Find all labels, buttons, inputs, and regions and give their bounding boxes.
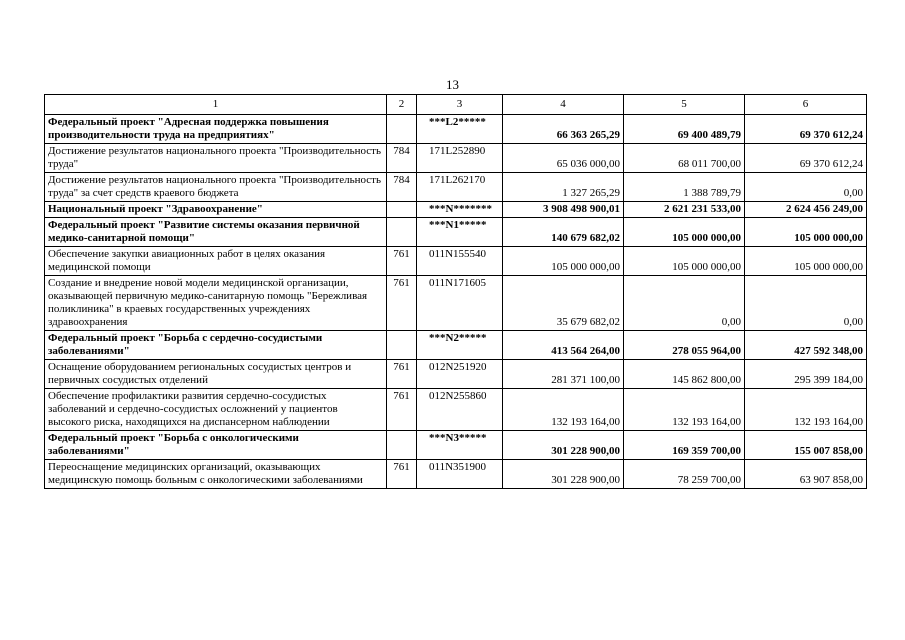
row-name: Оснащение оборудованием региональных сосудистых центров и первичных сосудистых отделений: [45, 360, 387, 389]
table-row: [45, 389, 867, 431]
column-header: 2: [387, 95, 417, 115]
row-value-5: 145 862 800,00: [624, 360, 745, 389]
row-value-5: 132 193 164,00: [624, 389, 745, 431]
table-row: [45, 115, 867, 144]
row-name: Федеральный проект "Адресная поддержка повышения производительности труда на предприятиях": [45, 115, 387, 144]
row-code: 761: [387, 276, 417, 331]
row-value-6: 69 370 612,24: [745, 115, 867, 144]
row-csr: ***N3*****: [417, 431, 503, 460]
row-csr: 011N171605: [417, 276, 503, 331]
row-name: Достижение результатов национального проекта "Производительность труда" за счет средств краевого бюджета: [45, 173, 387, 202]
row-value-6: 63 907 858,00: [745, 460, 867, 489]
row-code: [387, 431, 417, 460]
row-csr: 011N155540: [417, 247, 503, 276]
row-csr: ***N1*****: [417, 218, 503, 247]
row-csr: ***N*******: [417, 202, 503, 218]
column-header: 3: [417, 95, 503, 115]
row-csr: ***L2*****: [417, 115, 503, 144]
table-row: [45, 173, 867, 202]
row-value-5: 0,00: [624, 276, 745, 331]
row-name: Достижение результатов национального проекта "Производительность труда": [45, 144, 387, 173]
row-name: Национальный проект "Здравоохранение": [45, 202, 387, 218]
table-row: [45, 202, 867, 218]
row-csr: 171L252890: [417, 144, 503, 173]
row-value-6: 2 624 456 249,00: [745, 202, 867, 218]
row-code: [387, 218, 417, 247]
table-row: [45, 460, 867, 489]
row-name: Обеспечение закупки авиационных работ в целях оказания медицинской помощи: [45, 247, 387, 276]
row-code: 761: [387, 389, 417, 431]
table-row: [45, 276, 867, 331]
row-value-6: 155 007 858,00: [745, 431, 867, 460]
row-value-4: 1 327 265,29: [503, 173, 624, 202]
row-name: Федеральный проект "Борьба с онкологическими заболеваниями": [45, 431, 387, 460]
row-value-5: 105 000 000,00: [624, 247, 745, 276]
row-name: Переоснащение медицинских организаций, оказывающих медицинскую помощь больным с онкологическими заболеваниями: [45, 460, 387, 489]
row-value-4: 281 371 100,00: [503, 360, 624, 389]
row-value-4: 132 193 164,00: [503, 389, 624, 431]
row-value-4: 3 908 498 900,01: [503, 202, 624, 218]
table-row: [45, 431, 867, 460]
row-csr: 011N351900: [417, 460, 503, 489]
row-value-6: 0,00: [745, 173, 867, 202]
row-code: 761: [387, 460, 417, 489]
row-value-5: 2 621 231 533,00: [624, 202, 745, 218]
column-header: 5: [624, 95, 745, 115]
table-row: [45, 360, 867, 389]
table-row: [45, 144, 867, 173]
page-number: 13: [446, 77, 459, 92]
row-value-5: 169 359 700,00: [624, 431, 745, 460]
table-row: [45, 331, 867, 360]
row-csr: ***N2*****: [417, 331, 503, 360]
row-value-4: 65 036 000,00: [503, 144, 624, 173]
row-value-4: 105 000 000,00: [503, 247, 624, 276]
row-value-5: 78 259 700,00: [624, 460, 745, 489]
row-code: [387, 202, 417, 218]
row-value-5: 105 000 000,00: [624, 218, 745, 247]
row-value-6: 105 000 000,00: [745, 218, 867, 247]
row-code: 784: [387, 173, 417, 202]
budget-table: [44, 94, 867, 489]
row-code: 784: [387, 144, 417, 173]
row-value-6: 132 193 164,00: [745, 389, 867, 431]
row-value-6: 69 370 612,24: [745, 144, 867, 173]
row-csr: 171L262170: [417, 173, 503, 202]
row-value-4: 140 679 682,02: [503, 218, 624, 247]
table-row: [45, 218, 867, 247]
row-value-4: 35 679 682,02: [503, 276, 624, 331]
row-code: [387, 331, 417, 360]
row-name: Создание и внедрение новой модели медицинской организации, оказывающей первичную медико-санитарную помощь "Бережливая поликлиника" в краевых государственных учреждениях здравоохранения: [45, 276, 387, 331]
table-header-row: [45, 95, 867, 115]
row-value-6: 105 000 000,00: [745, 247, 867, 276]
row-value-4: 301 228 900,00: [503, 460, 624, 489]
row-value-5: 278 055 964,00: [624, 331, 745, 360]
column-header: 4: [503, 95, 624, 115]
table-row: [45, 247, 867, 276]
row-value-6: 0,00: [745, 276, 867, 331]
row-value-5: 69 400 489,79: [624, 115, 745, 144]
row-csr: 012N255860: [417, 389, 503, 431]
row-value-4: 413 564 264,00: [503, 331, 624, 360]
row-value-5: 68 011 700,00: [624, 144, 745, 173]
row-name: Федеральный проект "Борьба с сердечно-сосудистыми заболеваниями": [45, 331, 387, 360]
row-name: Обеспечение профилактики развития сердечно-сосудистых заболеваний и сердечно-сосудистых осложнений у пациентов высокого риска, находящихся на диспансерном наблюдении: [45, 389, 387, 431]
column-header: 6: [745, 95, 867, 115]
row-value-5: 1 388 789,79: [624, 173, 745, 202]
row-name: Федеральный проект "Развитие системы оказания первичной медико-санитарной помощи": [45, 218, 387, 247]
column-header: 1: [45, 95, 387, 115]
row-value-4: 301 228 900,00: [503, 431, 624, 460]
row-value-6: 295 399 184,00: [745, 360, 867, 389]
row-value-6: 427 592 348,00: [745, 331, 867, 360]
row-csr: 012N251920: [417, 360, 503, 389]
row-code: 761: [387, 360, 417, 389]
row-code: [387, 115, 417, 144]
row-code: 761: [387, 247, 417, 276]
row-value-4: 66 363 265,29: [503, 115, 624, 144]
